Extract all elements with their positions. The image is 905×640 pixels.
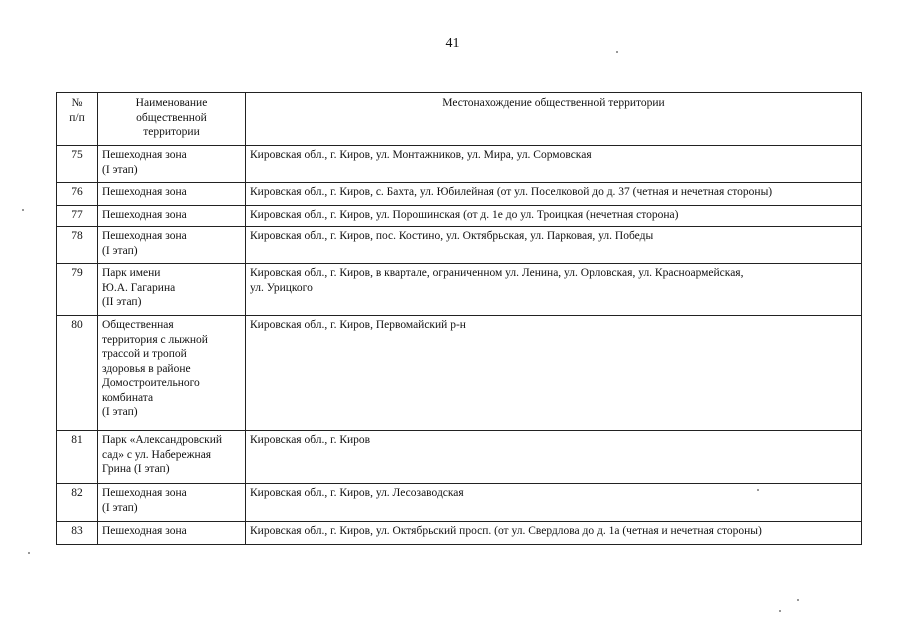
row-number: 80 [57,316,98,431]
territory-name: Пешеходная зона [98,522,246,545]
header-territory-location: Местонахождение общественной территории [246,93,862,146]
table-row [57,484,862,522]
territory-location: Кировская обл., г. Киров, ул. Порошинская (от д. 1е до ул. Троицкая (нечетная сторона) [246,206,862,227]
territory-name: Парк «Александровский сад» с ул. Набережная Грина (I этап) [98,431,246,484]
territory-location: Кировская обл., г. Киров, ул. Лесозаводская [246,484,862,522]
scan-speck [28,552,30,554]
table-row [57,227,862,264]
table-row [57,183,862,206]
page-number: 41 [445,36,460,51]
table-row [57,431,862,484]
scan-speck [616,51,618,53]
scan-speck [22,209,24,211]
scan-speck [797,599,799,601]
territory-location: Кировская обл., г. Киров, Первомайский р-н [246,316,862,431]
table-row [57,316,862,431]
row-number: 83 [57,522,98,545]
territory-location: Кировская обл., г. Киров, в квартале, ограниченном ул. Ленина, ул. Орловская, ул. Красноармейская, ул. Урицкого [246,264,862,316]
table-row [57,146,862,183]
row-number: 77 [57,206,98,227]
scan-speck [757,489,759,491]
table-row [57,522,862,545]
territory-location: Кировская обл., г. Киров [246,431,862,484]
row-number: 82 [57,484,98,522]
territory-name: Пешеходная зона [98,183,246,206]
header-territory-name: Наименование общественной территории [98,93,246,146]
header-number: № п/п [57,93,98,146]
row-number: 79 [57,264,98,316]
territory-name: Пешеходная зона [98,206,246,227]
table-row [57,264,862,316]
row-number: 78 [57,227,98,264]
territories-table [56,92,862,545]
row-number: 76 [57,183,98,206]
scan-speck [779,610,781,612]
territory-location: Кировская обл., г. Киров, ул. Монтажников, ул. Мира, ул. Сормовская [246,146,862,183]
table-header-row [57,93,862,146]
row-number: 75 [57,146,98,183]
territory-location: Кировская обл., г. Киров, с. Бахта, ул. Юбилейная (от ул. Поселковой до д. 37 (четная и нечетная стороны) [246,183,862,206]
territory-name: Пешеходная зона (I этап) [98,484,246,522]
territory-name: Пешеходная зона (I этап) [98,227,246,264]
territory-name: Пешеходная зона (I этап) [98,146,246,183]
row-number: 81 [57,431,98,484]
territory-location: Кировская обл., г. Киров, пос. Костино, ул. Октябрьская, ул. Парковая, ул. Победы [246,227,862,264]
territory-name: Парк имени Ю.А. Гагарина (II этап) [98,264,246,316]
table-row [57,206,862,227]
territory-location: Кировская обл., г. Киров, ул. Октябрьский просп. (от ул. Свердлова до д. 1а (четная и нечетная стороны) [246,522,862,545]
territory-name: Общественная территория с лыжной трассой и тропой здоровья в районе Домостроительного комбината (I этап) [98,316,246,431]
